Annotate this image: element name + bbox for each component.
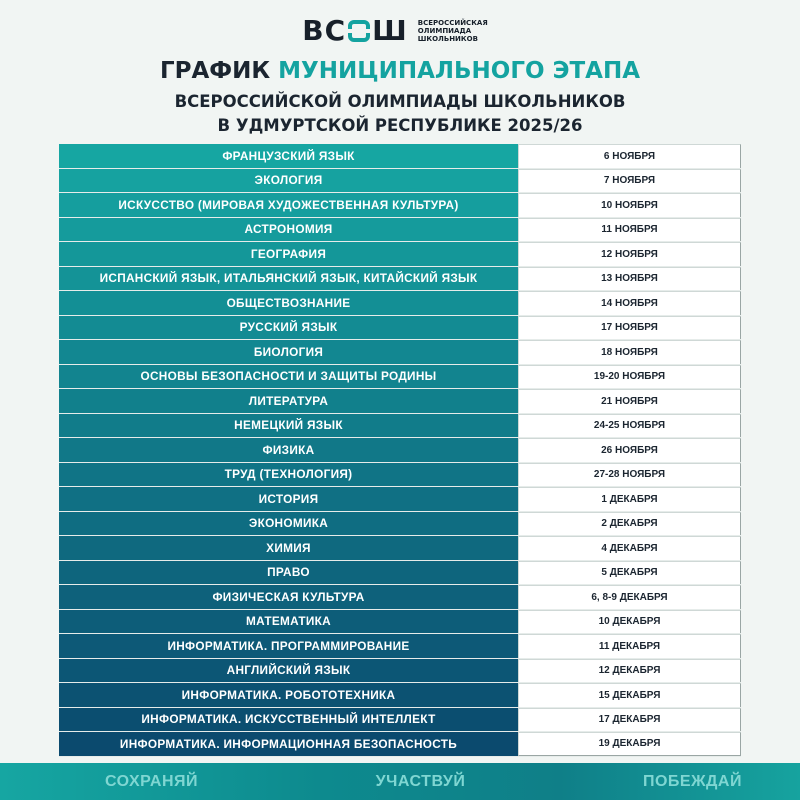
table-row [59,536,741,561]
table-row [59,610,741,635]
logo-text-line: ВСЕРОССИЙСКАЯ [417,18,488,27]
date-cell: 2 ДЕКАБРЯ [518,512,741,536]
date-cell: 5 ДЕКАБРЯ [518,561,741,585]
logo [0,14,800,47]
logo-text-line: ОЛИМПИАДА [417,26,472,35]
table-row [59,463,741,488]
footer-slogan-left: СОХРАНЯЙ [105,772,199,790]
table-row [59,512,741,537]
subject-cell: ИСКУССТВО (МИРОВАЯ ХУДОЖЕСТВЕННАЯ КУЛЬТУРА) [59,193,518,217]
date-cell: 14 НОЯБРЯ [518,291,741,315]
subject-cell: ФИЗИЧЕСКАЯ КУЛЬТУРА [59,585,518,609]
table-row [59,169,741,194]
logo-mark-right: Ш [372,14,408,47]
date-cell: 12 ДЕКАБРЯ [518,659,741,683]
table-row [59,218,741,243]
subject-cell: ПРАВО [59,561,518,585]
logo-mark-left: ВС [302,14,347,47]
subject-cell: ТРУД (ТЕХНОЛОГИЯ) [59,463,518,487]
title-part: ГРАФИК [159,58,279,84]
logo-text [418,19,498,43]
date-cell: 7 НОЯБРЯ [518,169,741,193]
date-cell: 11 ДЕКАБРЯ [518,634,741,658]
subject-cell: АНГЛИЙСКИЙ ЯЗЫК [59,659,518,683]
subject-cell: ОБЩЕСТВОЗНАНИЕ [59,291,518,315]
date-cell: 19 ДЕКАБРЯ [518,732,741,756]
table-row [59,683,741,708]
date-cell: 12 НОЯБРЯ [518,242,741,266]
date-cell: 21 НОЯБРЯ [518,389,741,413]
date-cell: 17 ДЕКАБРЯ [518,708,741,732]
subject-cell: ИСПАНСКИЙ ЯЗЫК, ИТАЛЬЯНСКИЙ ЯЗЫК, КИТАЙСКИЙ ЯЗЫК [59,267,518,291]
table-row [59,487,741,512]
page-title [0,58,800,84]
table-row [59,438,741,463]
date-cell: 11 НОЯБРЯ [518,218,741,242]
logo-text-line: ШКОЛЬНИКОВ [417,34,478,43]
subject-cell: МАТЕМАТИКА [59,610,518,634]
footer-banner [0,763,800,800]
subject-cell: ЭКОНОМИКА [59,512,518,536]
subject-cell: ХИМИЯ [59,536,518,560]
table-row [59,242,741,267]
subject-cell: ИНФОРМАТИКА. РОБОТОТЕХНИКА [59,683,518,707]
footer-slogan-center: УЧАСТВУЙ [375,772,466,790]
subject-cell: НЕМЕЦКИЙ ЯЗЫК [59,414,518,438]
table-row [59,634,741,659]
table-row [59,144,741,169]
subject-cell: ИНФОРМАТИКА. ПРОГРАММИРОВАНИЕ [59,634,518,658]
page-subtitle-line-1: ВСЕРОССИЙСКОЙ ОЛИМПИАДЫ ШКОЛЬНИКОВ [174,92,626,111]
subject-cell: ЛИТЕРАТУРА [59,389,518,413]
logo-braces-icon [348,20,370,42]
subject-cell: ГЕОГРАФИЯ [59,242,518,266]
table-row [59,316,741,341]
subject-cell: АСТРОНОМИЯ [59,218,518,242]
table-row [59,389,741,414]
date-cell: 18 НОЯБРЯ [518,340,741,364]
date-cell: 17 НОЯБРЯ [518,316,741,340]
date-cell: 27-28 НОЯБРЯ [518,463,741,487]
subject-cell: ОСНОВЫ БЕЗОПАСНОСТИ И ЗАЩИТЫ РОДИНЫ [59,365,518,389]
subject-cell: ИНФОРМАТИКА. ИСКУССТВЕННЫЙ ИНТЕЛЛЕКТ [59,708,518,732]
table-row [59,585,741,610]
date-cell: 6, 8-9 ДЕКАБРЯ [518,585,741,609]
table-row [59,659,741,684]
date-cell: 4 ДЕКАБРЯ [518,536,741,560]
table-row [59,340,741,365]
table-row [59,732,741,757]
subject-cell: БИОЛОГИЯ [59,340,518,364]
logo-mark [302,14,407,47]
table-row [59,365,741,390]
date-cell: 6 НОЯБРЯ [518,144,741,168]
title-accent: МУНИЦИПАЛЬНОГО ЭТАПА [278,58,640,84]
date-cell: 26 НОЯБРЯ [518,438,741,462]
table-row [59,291,741,316]
subject-cell: ИСТОРИЯ [59,487,518,511]
date-cell: 10 ДЕКАБРЯ [518,610,741,634]
table-row [59,267,741,292]
schedule-table [59,144,741,757]
date-cell: 1 ДЕКАБРЯ [518,487,741,511]
table-row [59,414,741,439]
date-cell: 24-25 НОЯБРЯ [518,414,741,438]
subject-cell: ЭКОЛОГИЯ [59,169,518,193]
table-row [59,708,741,733]
date-cell: 10 НОЯБРЯ [518,193,741,217]
page-subtitle-line-2: В УДМУРТСКОЙ РЕСПУБЛИКЕ 2025/26 [217,116,583,135]
date-cell: 15 ДЕКАБРЯ [518,683,741,707]
footer-slogan-right: ПОБЕЖДАЙ [642,772,742,790]
date-cell: 13 НОЯБРЯ [518,267,741,291]
subject-cell: ИНФОРМАТИКА. ИНФОРМАЦИОННАЯ БЕЗОПАСНОСТЬ [59,732,518,756]
table-row [59,193,741,218]
table-row [59,561,741,586]
subject-cell: ФРАНЦУЗСКИЙ ЯЗЫК [59,144,518,168]
date-cell: 19-20 НОЯБРЯ [518,365,741,389]
subject-cell: РУССКИЙ ЯЗЫК [59,316,518,340]
subject-cell: ФИЗИКА [59,438,518,462]
